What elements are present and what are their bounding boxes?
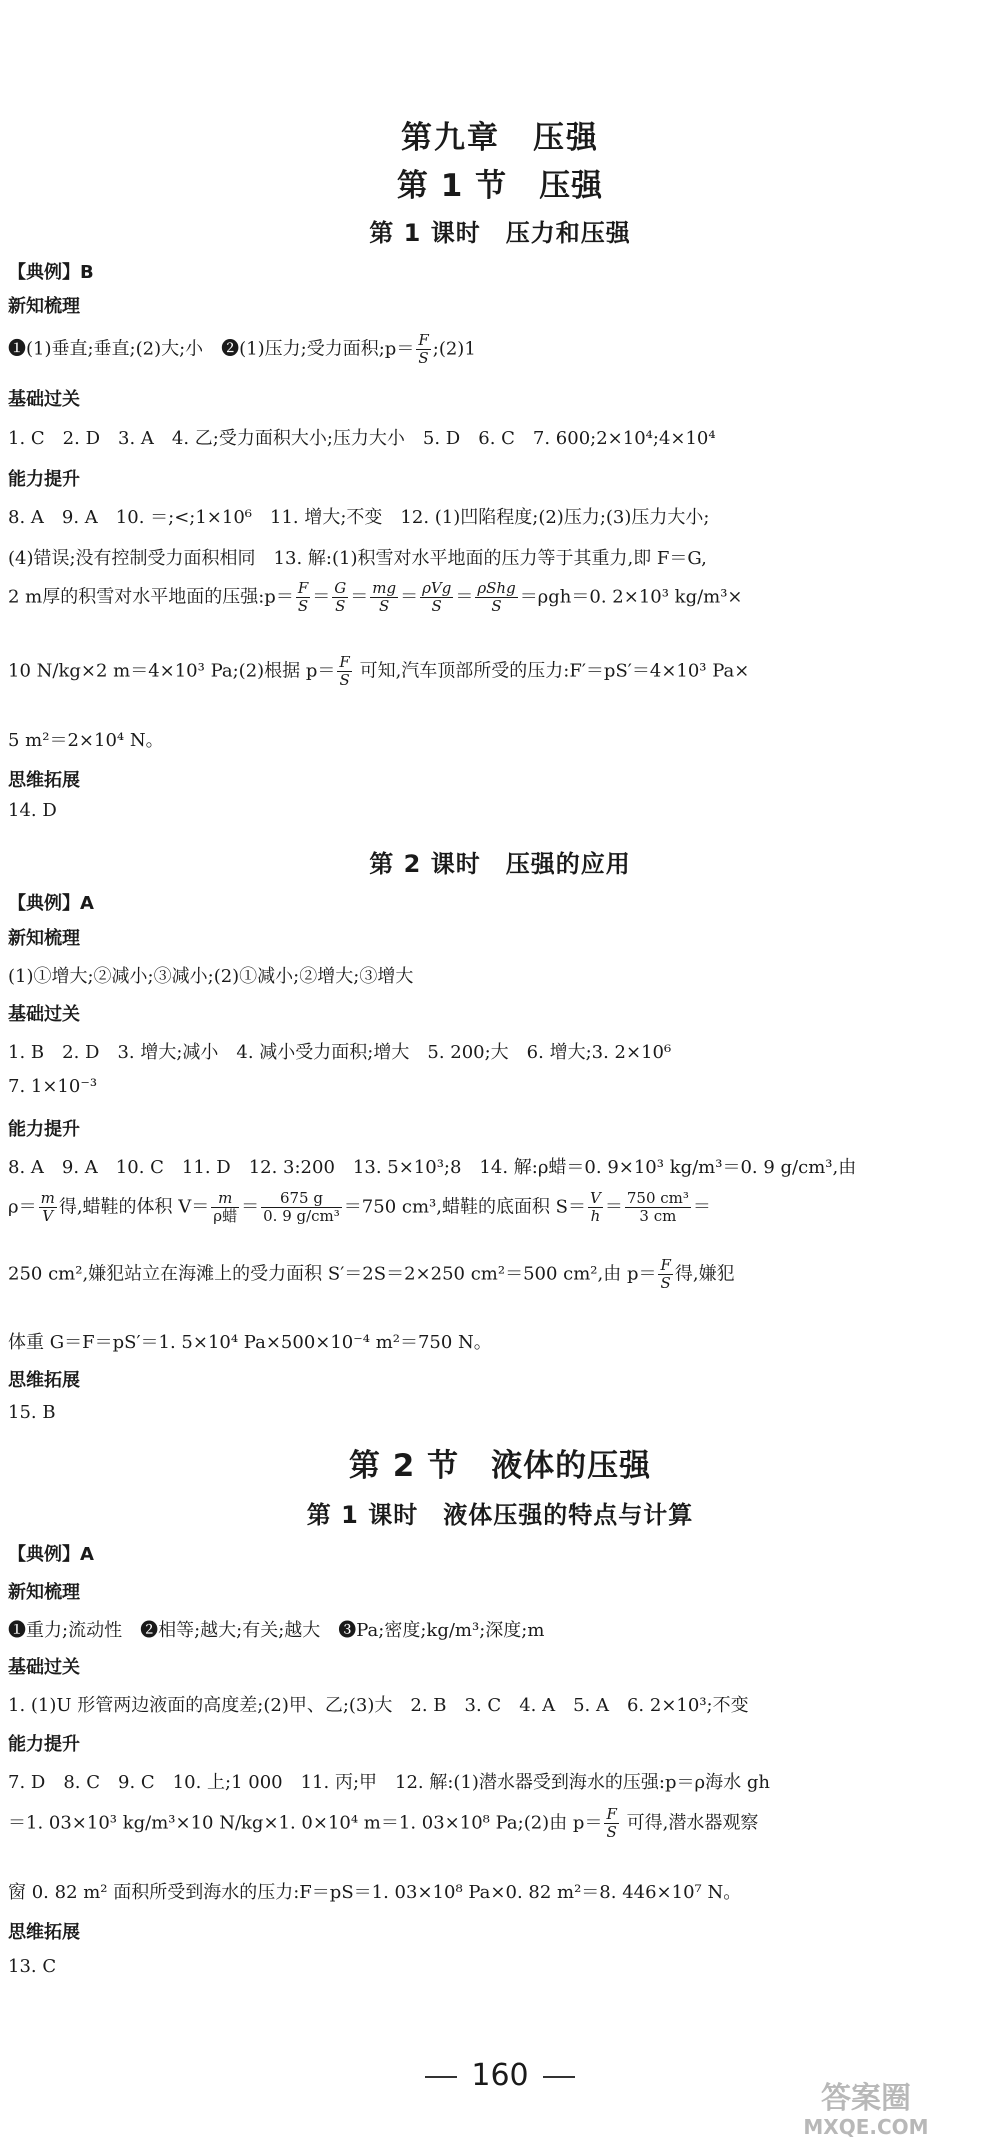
basic-label: 基础过关 — [8, 1004, 80, 1025]
fraction: $\frac{F}{S}$ — [418, 331, 429, 367]
page-number-dash — [425, 2076, 457, 2078]
fraction: $\frac{\text{750 cm³}}{3 cm}$ — [626, 1189, 689, 1225]
chapter-title: 第九章 压强 — [401, 120, 599, 156]
fraction: $\frac{F}{S}$ — [339, 653, 350, 689]
ability-answers-line: ρ＝ $\frac{m}{V}$ 得,蜡鞋的体积 V＝ $\frac{m}{\text{ρ蜡}}$ ＝ $\frac{675 g}{\text{0. 9 g/cm³}}$ ＝750 cm³,蜡鞋的底面积 S＝ $\frac{V}{h}$ ＝ $\frac{\text{750 cm³}}{3 cm}$ ＝ — [8, 1189, 711, 1225]
basic-answers: 1. B 2. D 3. 增大;减小 4. 减小受力面积;增大 5. 200;大 6. 增大;3. 2×10⁶ — [8, 1042, 672, 1063]
fraction: $\frac{mg}{S}$ — [372, 579, 397, 615]
ability-answers-line: 8. A 9. A 10. C 11. D 12. 3:200 13. 5×10³;8 14. 解:ρ蜡＝0. 9×10³ kg/m³＝0. 9 g/cm³,由 — [8, 1157, 857, 1178]
thinking-label: 思维拓展 — [8, 1922, 80, 1943]
ability-answers-line: 体重 G＝F＝pS′＝1. 5×10⁴ Pa×500×10⁻⁴ m²＝750 N。 — [8, 1332, 492, 1353]
thinking-answer: 13. C — [8, 1956, 57, 1977]
fraction: $\frac{m}{\text{ρ蜡}}$ — [213, 1189, 238, 1225]
basic-label: 基础过关 — [8, 1657, 80, 1678]
fraction: $\frac{F}{S}$ — [660, 1256, 671, 1292]
fraction: $\frac{G}{S}$ — [334, 579, 347, 615]
section1-lesson1-title: 第 1 课时 压力和压强 — [369, 219, 631, 247]
section1-lesson2-title: 第 2 课时 压强的应用 — [369, 850, 631, 878]
basic-label: 基础过关 — [8, 389, 80, 410]
ability-label: 能力提升 — [8, 1734, 80, 1755]
ability-answers-line: (4)错误;没有控制受力面积相同 13. 解:(1)积雪对水平地面的压力等于其重力,即 F＝G, — [8, 548, 707, 569]
fraction: $\frac{\text{ρVg}}{S}$ — [422, 579, 452, 615]
section2-title: 第 2 节 液体的压强 — [348, 1448, 652, 1484]
ability-label: 能力提升 — [8, 1119, 80, 1140]
new-knowledge-label: 新知梳理 — [8, 1582, 80, 1603]
example-answer: 【典例】B — [8, 262, 94, 283]
thinking-label: 思维拓展 — [8, 1370, 80, 1391]
ability-answers-line: 2 m厚的积雪对水平地面的压强:p＝ $\frac{F}{S}$ ＝ $\frac{G}{S}$ ＝ $\frac{mg}{S}$ ＝ $\frac{\text{ρVg}}{S}$ ＝ $\frac{\text{ρShg}}{S}$ ＝ρgh＝0. 2×10³ kg/m³× — [8, 579, 743, 615]
fraction: $\frac{V}{h}$ — [590, 1189, 601, 1225]
ability-answers-line: 250 cm²,嫌犯站立在海滩上的受力面积 S′＝2S＝2×250 cm²＝500 cm²,由 p＝ $\frac{F}{S}$ 得,嫌犯 — [8, 1256, 735, 1292]
fraction: $\frac{F}{S}$ — [297, 579, 309, 615]
example-answer: 【典例】A — [8, 1544, 94, 1565]
basic-answers: 1. C 2. D 3. A 4. 乙;受力面积大小;压力大小 5. D 6. C 7. 600;2×10⁴;4×10⁴ — [8, 428, 716, 449]
thinking-answer: 14. D — [8, 800, 57, 821]
new-knowledge-answer: ❶重力;流动性 ❷相等;越大;有关;越大 ❸Pa;密度;kg/m³;深度;m — [8, 1620, 545, 1641]
fraction: $\frac{\text{ρShg}}{S}$ — [477, 579, 516, 615]
fraction: $\frac{675 g}{\text{0. 9 g/cm³}}$ — [263, 1189, 340, 1225]
watermark-logo — [746, 2074, 986, 2140]
watermark-logo-text: 答案圈 — [821, 2081, 911, 2116]
ability-answers-line: 5 m²＝2×10⁴ N。 — [8, 730, 164, 751]
watermark-url: MXQE.COM — [803, 2115, 929, 2139]
thinking-label: 思维拓展 — [8, 770, 80, 791]
new-knowledge-label: 新知梳理 — [8, 296, 80, 317]
page-number: 160 — [0, 2058, 1000, 2093]
new-knowledge-label: 新知梳理 — [8, 928, 80, 949]
fraction: $\frac{F}{S}$ — [606, 1805, 617, 1841]
new-knowledge-answer: (1)①增大;②减小;③减小;(2)①减小;②增大;③增大 — [8, 966, 414, 987]
thinking-answer: 15. B — [8, 1402, 56, 1423]
ability-answers-line: 窗 0. 82 m² 面积所受到海水的压力:F＝pS＝1. 03×10⁸ Pa×0. 82 m²＝8. 446×10⁷ N。 — [8, 1882, 742, 1903]
section2-lesson1-title: 第 1 课时 液体压强的特点与计算 — [306, 1501, 694, 1529]
section1-title: 第 1 节 压强 — [396, 168, 604, 204]
ability-answers-line: 8. A 9. A 10. ＝;<;1×10⁶ 11. 增大;不变 12. (1)凹陷程度;(2)压力;(3)压力大小; — [8, 507, 710, 528]
page-number-dash — [543, 2076, 575, 2078]
ability-label: 能力提升 — [8, 469, 80, 490]
ability-answers-line: ＝1. 03×10³ kg/m³×10 N/kg×1. 0×10⁴ m＝1. 03×10⁸ Pa;(2)由 p＝ $\frac{F}{S}$ 可得,潜水器观察 — [8, 1805, 759, 1841]
new-knowledge-answer: ❶(1)垂直;垂直;(2)大;小 ❷(1)压力;受力面积;p＝ $\frac{F}{S}$ ;(2)1 — [8, 331, 476, 367]
basic-answers: 7. 1×10⁻³ — [8, 1076, 98, 1097]
example-answer: 【典例】A — [8, 893, 94, 914]
basic-answers: 1. (1)U 形管两边液面的高度差;(2)甲、乙;(3)大 2. B 3. C 4. A 5. A 6. 2×10³;不变 — [8, 1695, 749, 1716]
ability-answers-line: 10 N/kg×2 m＝4×10³ Pa;(2)根据 p＝ $\frac{F}{S}$ 可知,汽车顶部所受的压力:F′＝pS′＝4×10³ Pa× — [8, 653, 750, 689]
ability-answers-line: 7. D 8. C 9. C 10. 上;1 000 11. 丙;甲 12. 解:(1)潜水器受到海水的压强:p＝ρ海水 gh — [8, 1772, 770, 1793]
fraction: $\frac{m}{V}$ — [40, 1189, 55, 1225]
